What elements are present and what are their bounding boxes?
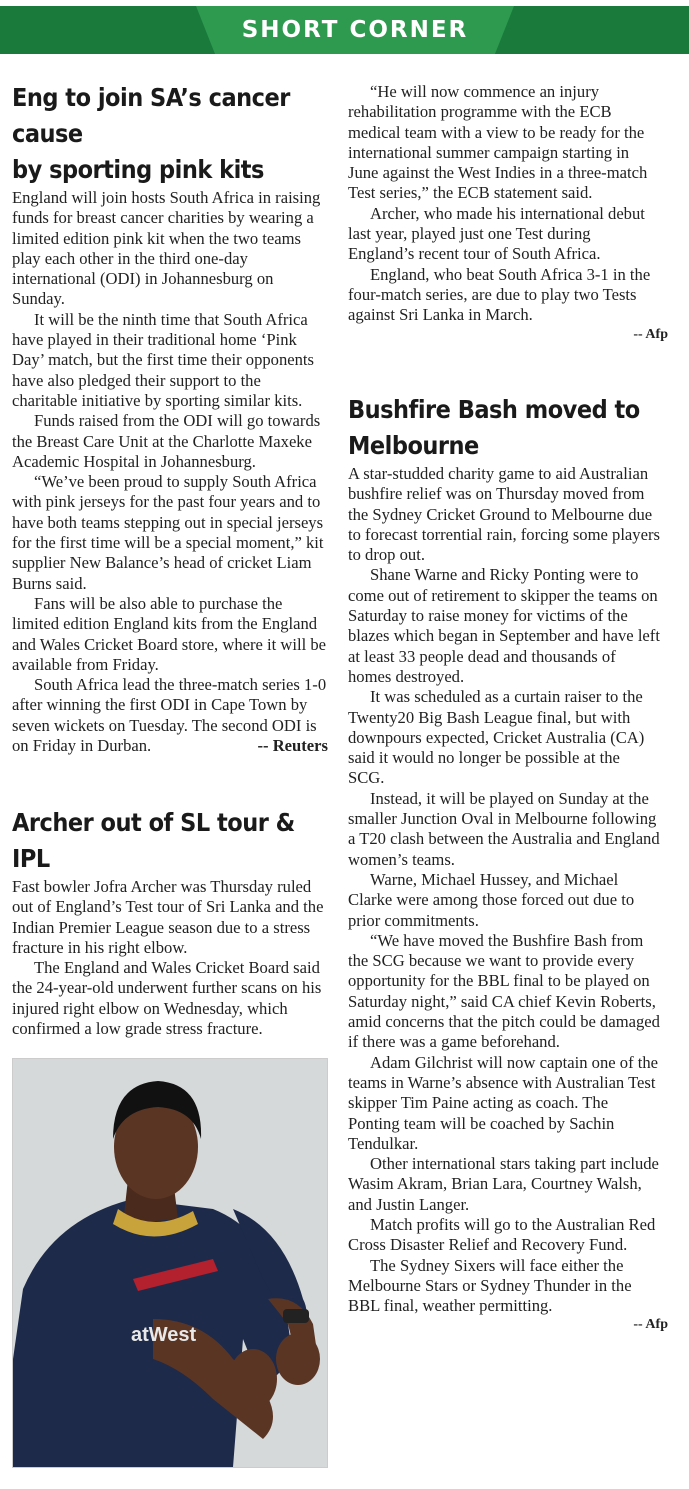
byline: -- Afp (633, 326, 668, 342)
article-bushfire (348, 392, 668, 1334)
byline: -- Reuters (257, 736, 328, 756)
headline-pink-kits: Eng to join SA’s cancer cause by sporting pink kits (12, 83, 290, 184)
paragraph: “He will now commence an injury rehabilitation programme with the ECB medical team with a view to be ready for the international summer campaign starting in June against the West Indies in a three-match Test series,” the ECB statement said. (348, 82, 648, 203)
paragraph: Archer, who made his international debut last year, played just one Test during England’s recent tour of South Africa. (348, 203, 645, 264)
headline-bushfire: Bushfire Bash moved to Melbourne (348, 395, 640, 460)
bowler-illustration (13, 1059, 327, 1467)
article-pink-kits (12, 80, 328, 756)
article-archer-cont (348, 82, 668, 344)
paragraph: South Africa lead the three-match series 1-0 after winning the first ODI in Cape Town by seven wickets on Tuesday. The second ODI is on Friday in Durban. -- Reuters (12, 675, 328, 756)
paragraph: It will be the ninth time that South Africa have played in their traditional home ‘Pink Day’ match, but the first time their opponents have also pledged their support to the charitable initiative by sporting similar kits. (12, 309, 314, 410)
article-archer (12, 805, 328, 1039)
paragraph: The Sydney Sixers will face either the Melbourne Stars or Sydney Thunder in the BBL final, weather permitting. (348, 1255, 632, 1316)
paragraph: It was scheduled as a curtain raiser to the Twenty20 Big Bash League final, but with downpours expected, Cricket Australia (CA) said it would no longer be possible at the SCG. (348, 687, 645, 788)
paragraph: The England and Wales Cricket Board said the 24-year-old underwent further scans on his injured right elbow on Wednesday, which confirmed a low grade stress fracture. (12, 958, 322, 1039)
section-title: SHORT CORNER (241, 17, 469, 43)
paragraph: Fans will be also able to purchase the limited edition England kits from the England and Wales Cricket Board store, where it will be available from Friday. (12, 593, 327, 674)
paragraph: Warne, Michael Hussey, and Michael Clarke were among those forced out due to prior commitments. (348, 869, 635, 930)
byline: -- Afp (633, 1317, 668, 1333)
paragraph: Shane Warne and Ricky Ponting were to come out of retirement to skipper the teams on Saturday to raise money for victims of the blazes which began in September and have left at least 33 people dead and thousands of homes destroyed. (348, 565, 660, 686)
headline-archer: Archer out of SL tour & IPL (12, 808, 295, 873)
jersey-sponsor: atWest (131, 1324, 197, 1346)
paragraph: “We have moved the Bushfire Bash from the SCG because we want to provide every opportunity for the BBL final to be played on Saturday night,” said CA chief Kevin Roberts, amid concerns that the pitch could be damaged if there was a game beforehand. (348, 930, 660, 1052)
paragraph: Instead, it will be played on Sunday at the smaller Junction Oval in Melbourne following a T20 clash between the Australia and England women’s teams. (348, 788, 660, 869)
paragraph: Other international stars taking part include Wasim Akram, Brian Lara, Courtney Walsh, and Justin Langer. (348, 1154, 659, 1214)
section-banner (0, 0, 689, 56)
paragraph: England, who beat South Africa 3-1 in the four-match series, are due to play two Tests against Sri Lanka in March. (348, 264, 651, 325)
paragraph: Funds raised from the ODI will go towards the Breast Care Unit at the Charlotte Maxeke Academic Hospital in Johannesburg. (12, 411, 321, 471)
paragraph: Match profits will go to the Australian Red Cross Disaster Relief and Recovery Fund. (348, 1214, 656, 1255)
player-photo (12, 1058, 328, 1468)
paragraph: Adam Gilchrist will now captain one of the teams in Warne’s absence with Australian Test skipper Tim Paine acting as coach. The Ponting team will be coached by Sachin Tendulkar. (348, 1052, 659, 1153)
paragraph: Fast bowler Jofra Archer was Thursday ruled out of England’s Test tour of Sri Lanka and the Indian Premier League season due to a stress fracture in his right elbow. (12, 877, 324, 957)
paragraph: England will join hosts South Africa in raising funds for breast cancer charities by wearing a limited edition pink kit when the two teams play each other in the third one-day international (ODI) in Johannesburg on Sunday. (12, 188, 321, 309)
paragraph: A star-studded charity game to aid Australian bushfire relief was on Thursday moved from the Sydney Cricket Ground to Melbourne due to forecast torrential rain, forcing some players to drop out. (348, 464, 660, 565)
paragraph: “We’ve been proud to supply South Africa with pink jerseys for the past four years and to have both teams stepping out in special jerseys for the first time will be a special moment,” kit supplier New Balance’s head of cricket Liam Burns said. (12, 472, 324, 593)
